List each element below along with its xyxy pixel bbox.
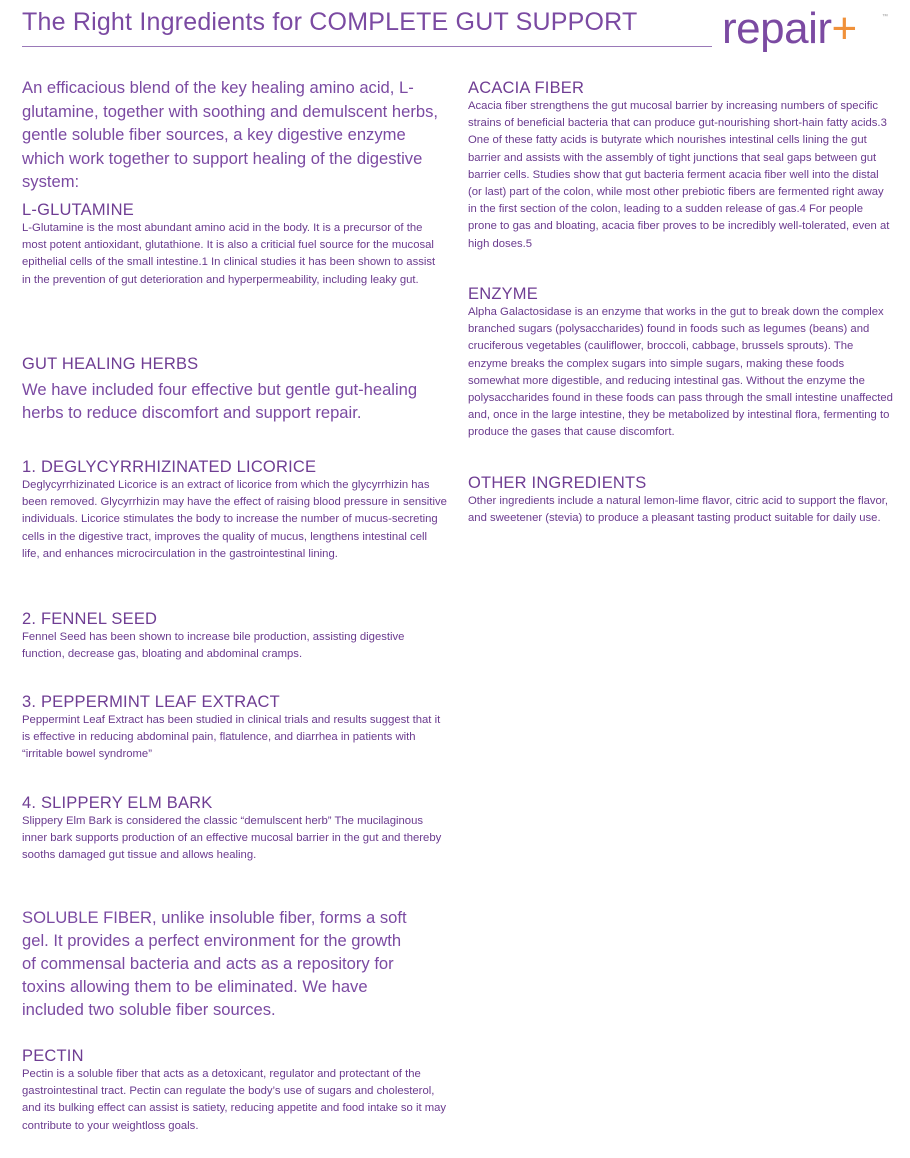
section-lead: We have included four effective but gentle gut-healing herbs to reduce discomfort and support repair. [22, 380, 418, 422]
header-divider [22, 46, 712, 47]
section-acacia-fiber [468, 78, 893, 253]
trademark-mark: ™ [882, 14, 888, 20]
section-l-glutamine [22, 200, 447, 289]
section-slippery-elm [22, 793, 447, 865]
section-gut-healing-herbs [22, 354, 447, 424]
section-body: Deglycyrrhizinated Licorice is an extract of licorice from which the glycyrrhizin has been removed. Glycyrrhizin may have the effect of raising blood pressure in sensitive individuals. Licorice stimulates the body to increase the number of mucus-secreting cells in the digestive tract, improves the quality of mucus, lengthens intestinal cell life, and enhances microcirculation in the gastrointestinal lining. [22, 479, 447, 560]
section-heading: OTHER INGREDIENTS [468, 474, 647, 492]
section-body: Acacia fiber strengthens the gut mucosal barrier by increasing numbers of specific strains of beneficial bacteria that can produce gut-nourishing short-hain fatty acids.3 One of these fatty acids is butyrate which nourishes intestinal cells lining the gut barrier and assists with the assembly of tight junctions that seal gaps between gut barrier cells. Studies show that gut bacteria ferment acacia fiber well into the distal (or last) part of the colon, while most other prebiotic fibers are fermented right away in the first section of the colon, leading to a sudden release of gas.4 For people prone to gas and bloating, acacia fiber proves to be incredibly well-tolerated, even at high doses.5 [468, 100, 890, 250]
page-title: The Right Ingredients for COMPLETE GUT SUPPORT [22, 8, 638, 36]
section-heading: ACACIA FIBER [468, 79, 585, 97]
brand-logo [722, 4, 888, 54]
section-lead: SOLUBLE FIBER, unlike insoluble fiber, forms a soft gel. It provides a perfect environment for the growth of commensal bacteria and acts as a repository for toxins allowing them to be eliminated. We have included two soluble fiber sources. [22, 908, 407, 1019]
section-heading: 4. SLIPPERY ELM BARK [22, 794, 213, 812]
logo-plus: + [831, 4, 857, 53]
section-heading: PECTIN [22, 1047, 84, 1065]
section-licorice [22, 457, 447, 563]
section-body: Peppermint Leaf Extract has been studied in clinical trials and results suggest that it is effective in reducing abdominal pain, flatulence, and diarrhea in patients with “irritable bowel syndrome” [22, 714, 441, 761]
section-peppermint [22, 692, 447, 764]
section-body: L-Glutamine is the most abundant amino acid in the body. It is a precursor of the most potent antioxidant, glutathione. It is also a criticial fuel source for the mucosal epithelial cells of the small intestine.1 In clinical studies it has been shown to assist in the prevention of gut deterioration and hyperpermeability, including leaky gut. [22, 222, 436, 286]
section-heading: GUT HEALING HERBS [22, 355, 199, 373]
section-soluble-fiber [22, 906, 414, 1021]
section-fennel-seed [22, 609, 447, 663]
section-heading: ENZYME [468, 285, 538, 303]
section-heading: 3. PEPPERMINT LEAF EXTRACT [22, 693, 280, 711]
intro-paragraph: An efficacious blend of the key healing amino acid, L-glutamine, together with soothing and demulscent herbs, gentle soluble fiber sources, a key digestive enzyme which work together to support healing of the digestive system: [22, 78, 439, 191]
logo-wordmark: repair [722, 4, 832, 53]
section-body: Alpha Galactosidase is an enzyme that works in the gut to break down the complex branched sugars (polysaccharides) found in foods such as legumes (beans) and cruciferous vegetables (cauliflower, broccoli, cabbage, brussels sprouts). The enzyme breaks the complex sugars into simple sugars, making these foods somewhat more digestible, and reducing intestinal gas. Without the enzyme the polysaccharides found in these foods can pass through the small intestine unaffected and, once in the large intestine, they be metabolized by intestinal flora, fermenting to produce the gases that cause discomfort. [468, 306, 893, 439]
section-body: Fennel Seed has been shown to increase bile production, assisting digestive function, decrease gas, bloating and abdominal cramps. [22, 631, 405, 661]
section-heading: 2. FENNEL SEED [22, 610, 158, 628]
section-pectin [22, 1046, 447, 1135]
section-heading: 1. DEGLYCYRRHIZINATED LICORICE [22, 458, 317, 476]
section-body: Other ingredients include a natural lemon-lime flavor, citric acid to support the flavor, and sweetener (stevia) to produce a pleasant tasting product suitable for daily use. [468, 495, 889, 525]
section-enzyme [468, 284, 893, 442]
section-body: Pectin is a soluble fiber that acts as a detoxicant, regulator and protectant of the gastrointestinal tract. Pectin can regulate the body’s use of sugars and cholesterol, and its bulking effect can assist is satiety, reducing appetite and food intake so it may contribute to your weightloss goals. [22, 1068, 447, 1132]
section-heading: L-GLUTAMINE [22, 201, 134, 219]
section-other-ingredients [468, 473, 893, 527]
section-body: Slippery Elm Bark is considered the classic “demulscent herb” The mucilaginous inner bark supports production of an effective mucosal barrier in the gut and thereby sooths damaged gut tissue and allows healing. [22, 815, 442, 862]
